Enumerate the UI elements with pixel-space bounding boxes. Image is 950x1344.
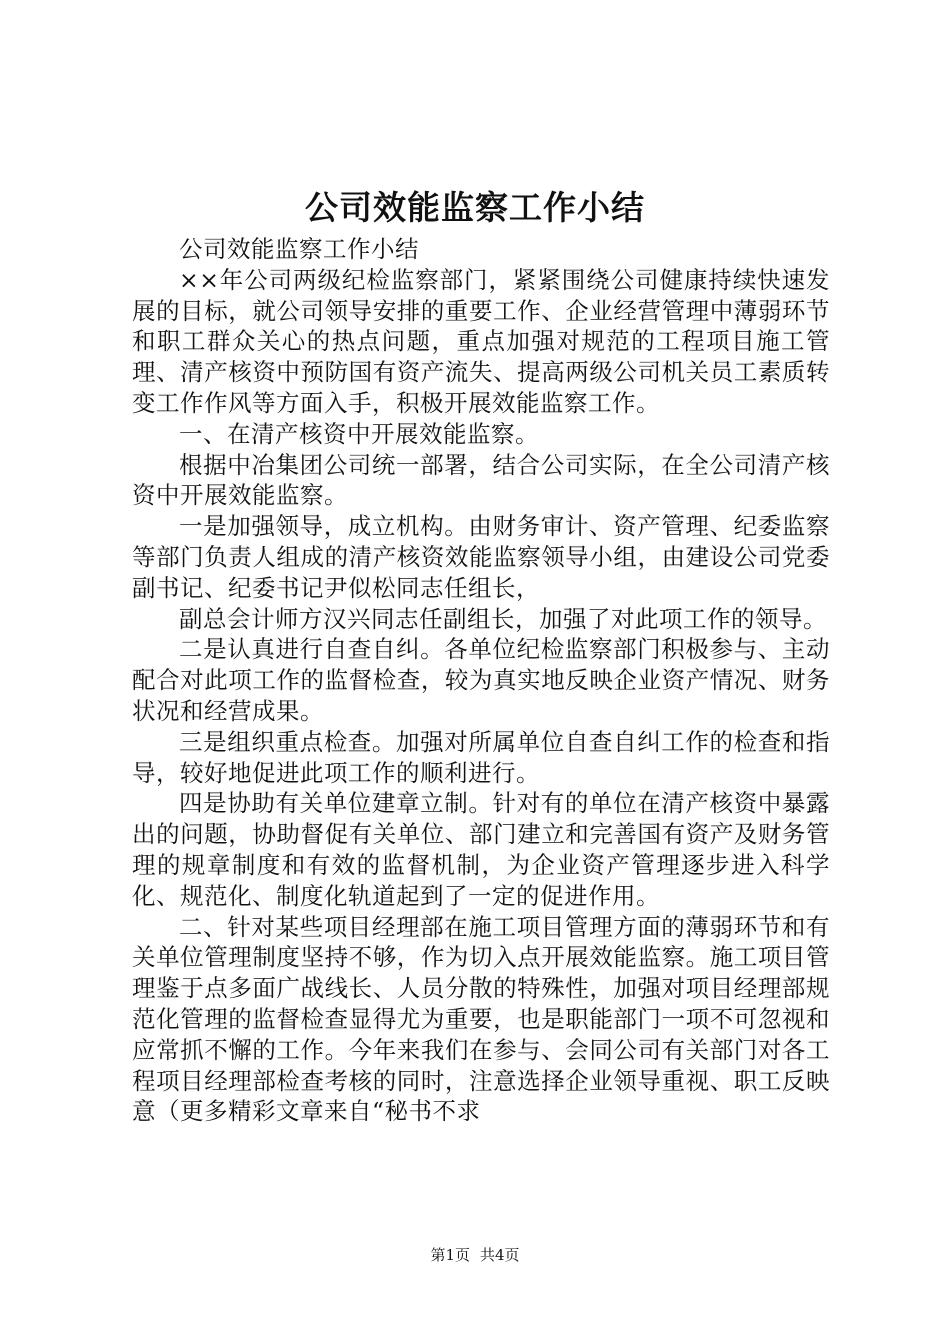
paragraph: 二、针对某些项目经理部在施工项目管理方面的薄弱环节和有关单位管理制度坚持不够，作为切入点开展效能监察。施工项目管理鉴于点多面广战线长、人员分散的特殊性，加强对项目经理部规范化管理的监督检查显得尤为重要，也是职能部门一项不可忽视和应常抓不懈的工作。今年来我们在参与、会同公司有关部门对各工程项目经理部检查考核的同时，注意选择企业领导重视、职工反映意（更多精彩文章来自“秘书不求 (132, 912, 830, 1126)
page-total: 共4页 (480, 1246, 520, 1264)
paragraph: 三是组织重点检查。加强对所属单位自查自纠工作的检查和指导，较好地促进此项工作的顺利进行。 (132, 727, 830, 787)
document-title: 公司效能监察工作小结 (305, 188, 645, 227)
paragraph: ××年公司两级纪检监察部门，紧紧围绕公司健康持续快速发展的目标，就公司领导安排的重要工作、企业经营管理中薄弱环节和职工群众关心的热点问题，重点加强对规范的工程项目施工管理、清产核资中预防国有资产流失、提高两级公司机关员工素质转变工作作风等方面入手，积极开展效能监察工作。 (132, 265, 830, 417)
paragraph: 四是协助有关单位建章立制。针对有的单位在清产核资中暴露出的问题，协助督促有关单位、部门建立和完善国有资产及财务管理的规章制度和有效的监督机制，为企业资产管理逐步进入科学化、规范化、制度化轨道起到了一定的促进作用。 (132, 789, 830, 910)
paragraph: 一是加强领导，成立机构。由财务审计、资产管理、纪委监察等部门负责人组成的清产核资效能监察领导小组，由建设公司党委副书记、纪委书记尹似松同志任组长， (132, 512, 830, 602)
paragraph: 二是认真进行自查自纠。各单位纪检监察部门积极参与、主动配合对此项工作的监督检查，较为真实地反映企业资产情况、财务状况和经营成果。 (132, 635, 830, 725)
document-body (132, 234, 830, 1127)
section-heading: 一、在清产核资中开展效能监察。 (179, 419, 539, 448)
page-footer (0, 1245, 950, 1265)
paragraph: 副总会计师方汉兴同志任副组长，加强了对此项工作的领导。 (179, 604, 827, 633)
page-number: 第1页 (430, 1246, 470, 1264)
paragraph: 根据中冶集团公司统一部署，结合公司实际，在全公司清产核资中开展效能监察。 (132, 450, 830, 510)
paragraph: 公司效能监察工作小结 (179, 235, 419, 263)
